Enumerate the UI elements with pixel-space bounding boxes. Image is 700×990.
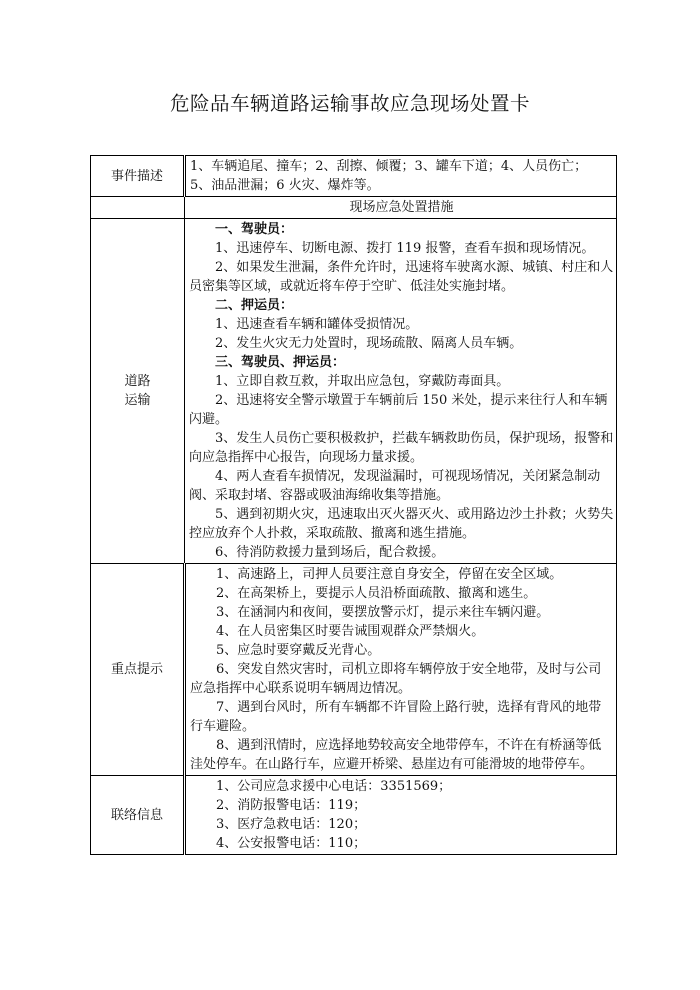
event-content (185, 156, 617, 197)
tip-item: 3、在涵洞内和夜间，要摆放警示灯，提示来往车辆闪避。 (216, 605, 550, 620)
driver-item: 1、迅速停车、切断电源、拨打 119 报警，查看车损和现场情况。 (215, 241, 595, 256)
tip-item: 8、遇到汛情时，应选择地势较高安全地带停车，不许在有桥涵等低洼处停车。在山路行车，应避开桥梁、悬崖边有可能滑坡的地带停车。 (190, 738, 602, 772)
contact-content (185, 776, 617, 855)
tip-item: 7、遇到台风时，所有车辆都不许冒险上路行驶，选择有背风的地带行车避险。 (190, 700, 602, 734)
tip-item: 4、在人员密集区时要告诫围观群众严禁烟火。 (216, 624, 485, 639)
road-label-line: 运输 (124, 393, 151, 408)
escort-heading: 二、押运员： (215, 298, 294, 313)
road-label-line: 道路 (124, 374, 151, 389)
both-item: 2、迅速将安全警示墩置于车辆前后 150 米处，提示来往行人和车辆闪避。 (189, 393, 608, 427)
tips-content (185, 564, 617, 776)
tips-row (91, 564, 617, 776)
tip-item: 5、应急时要穿戴反光背心。 (216, 643, 381, 658)
tips-label: 重点提示 (91, 564, 185, 776)
measures-header-spacer (91, 197, 185, 219)
emergency-card-table (90, 155, 617, 855)
event-line: 5、油品泄漏；6 火灾、爆炸等。 (190, 178, 380, 193)
tip-item: 2、在高架桥上，要提示人员沿桥面疏散、撤离和逃生。 (216, 586, 537, 601)
both-item: 3、发生人员伤亡要积极救护，拦截车辆救助伤员，保护现场，报警和向应急指挥中心报告，向现场力量求援。 (189, 431, 614, 465)
page-title: 危险品车辆道路运输事故应急现场处置卡 (169, 92, 530, 115)
road-label (91, 219, 185, 564)
both-item: 4、两人查看车损情况，发现溢漏时，可视现场情况，关闭紧急制动阀、采取封堵、容器或吸油海绵收集等措施。 (189, 469, 601, 503)
road-row (91, 219, 617, 564)
contact-label: 联络信息 (91, 776, 185, 855)
driver-item: 2、如果发生泄漏，条件允许时，迅速将车驶离水源、城镇、村庄和人员密集等区域，或就近将车停于空旷、低洼处实施封堵。 (189, 260, 614, 294)
event-line: 1、车辆追尾、撞车；2、刮擦、倾覆；3、罐车下道；4、人员伤亡； (190, 159, 588, 174)
measures-header: 现场应急处置措施 (185, 197, 617, 219)
escort-item: 1、迅速查看车辆和罐体受损情况。 (215, 317, 419, 332)
contact-item: 4、公安报警电话：110； (216, 836, 367, 851)
tip-item: 1、高速路上，司押人员要注意自身安全，停留在安全区域。 (216, 567, 563, 582)
contact-item: 2、消防报警电话：119； (216, 798, 367, 813)
tip-item: 6、突发自然灾害时，司机立即将车辆停放于安全地带，及时与公司应急指挥中心联系说明车辆周边情况。 (190, 662, 602, 696)
road-content (185, 219, 617, 564)
contact-row (91, 776, 617, 855)
escort-item: 2、发生火灾无力处置时，现场疏散、隔离人员车辆。 (215, 336, 523, 351)
both-item: 5、遇到初期火灾，迅速取出灭火器灭火、或用路边沙土扑救；火势失控应放弃个人扑救，采取疏散、撤离和逃生措施。 (189, 507, 614, 541)
event-row (91, 156, 617, 197)
contact-item: 3、医疗急救电话：120； (216, 817, 367, 832)
driver-heading: 一、驾驶员： (215, 222, 294, 237)
both-item: 6、待消防救援力量到场后，配合救援。 (215, 545, 445, 560)
contact-item: 1、公司应急求援中心电话：3351569； (216, 779, 452, 794)
measures-header-row (91, 197, 617, 219)
both-heading: 三、驾驶员、押运员： (215, 355, 346, 370)
event-label: 事件描述 (91, 156, 185, 197)
both-item: 1、立即自救互救，并取出应急包，穿戴防毒面具。 (215, 374, 510, 389)
